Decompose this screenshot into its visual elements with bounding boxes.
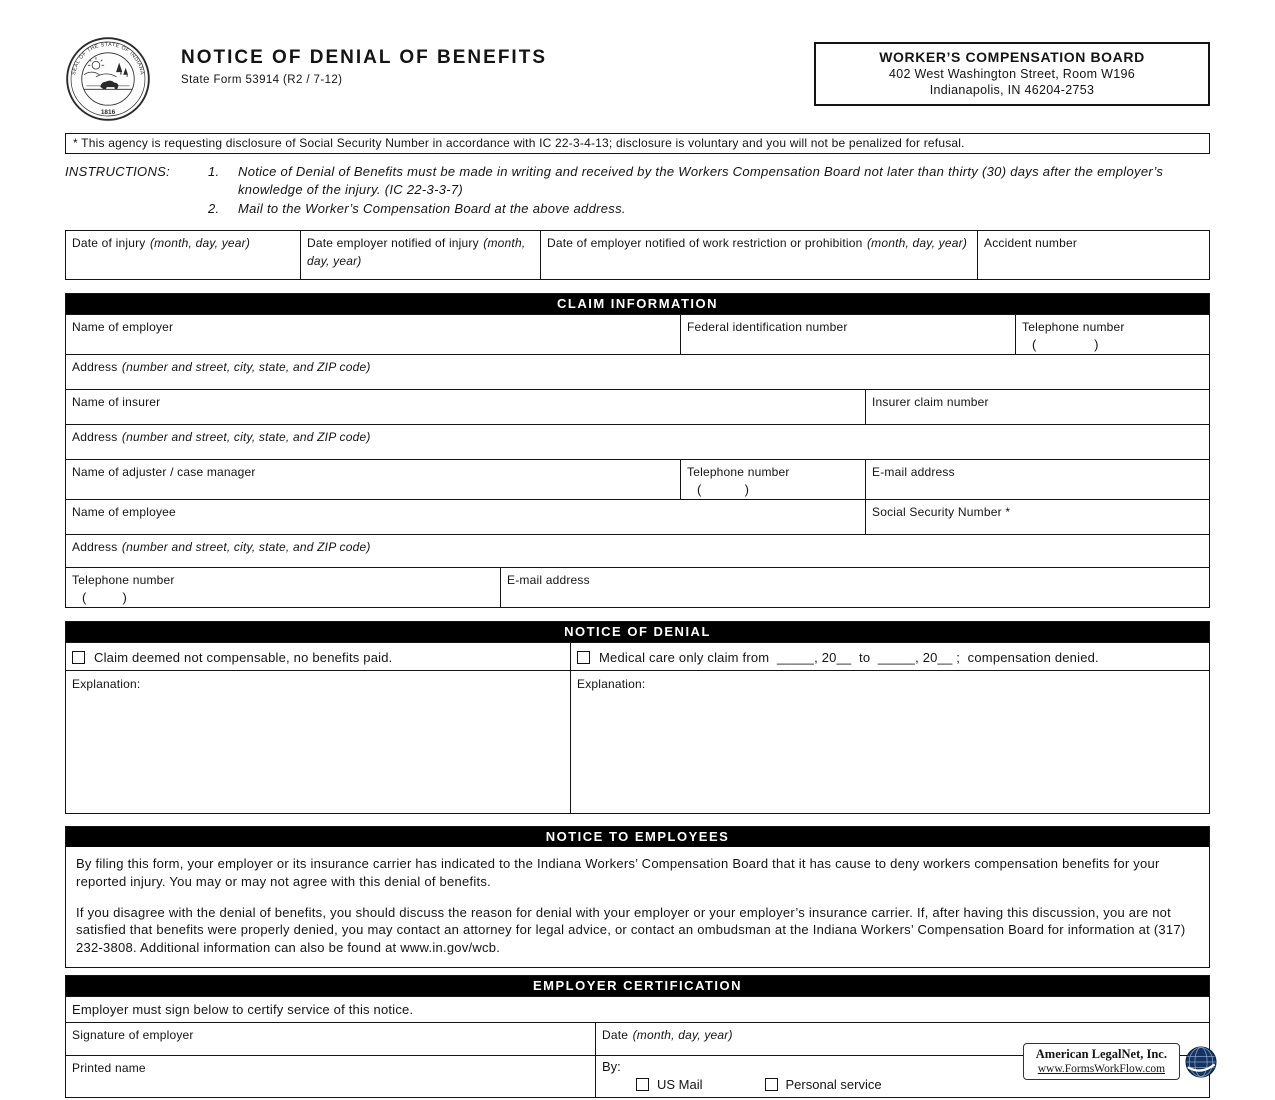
form-header: [65, 34, 1210, 122]
claim-row-insurer: [66, 389, 1209, 424]
vendor-footer: [1023, 1043, 1217, 1080]
notice-of-denial-section: [65, 621, 1210, 814]
field-accident-number[interactable]: [978, 231, 1209, 279]
indiana-state-seal: [65, 36, 151, 122]
instruction-text: Notice of Denial of Benefits must be made in writing and received by the Workers Compensation Board not later than thirty (30) days after the employer’s knowledge of the injury. (IC 22-3-3-7): [238, 164, 1164, 198]
claim-information-section: [65, 293, 1210, 608]
field-label: Social Security Number *: [872, 505, 1011, 520]
board-address-line2: Indianapolis, IN 46204-2753: [929, 83, 1095, 97]
claim-row-employee-address: [66, 534, 1209, 567]
field-telephone-employer[interactable]: [1016, 315, 1209, 354]
field-label: Insurer claim number: [872, 395, 989, 410]
claim-row-employer: [66, 314, 1209, 354]
instruction-item-2: [208, 200, 1210, 218]
field-label: Name of employer: [72, 320, 174, 335]
field-date-employer-notified[interactable]: [301, 231, 541, 279]
field-hint: (month, day, year): [866, 236, 968, 251]
notice-to-employees-section: [65, 826, 1210, 967]
certification-note-row: [66, 996, 1209, 1022]
indiana-state-seal-graphic: [65, 36, 151, 122]
field-label: Explanation:: [72, 677, 141, 692]
field-label: Date employer notified of injury: [307, 236, 479, 251]
option-claim-not-compensable[interactable]: [66, 643, 571, 670]
seal-year: 1816: [100, 108, 116, 116]
globe-icon-graphic: [1185, 1046, 1217, 1078]
field-email-adjuster[interactable]: [866, 460, 1209, 499]
form-number: State Form 53914 (R2 / 7-12): [181, 74, 343, 86]
field-name-of-employee[interactable]: [66, 500, 866, 534]
claim-row-employer-address: [66, 354, 1209, 389]
field-name-of-employer[interactable]: [66, 315, 681, 354]
field-label: Signature of employer: [72, 1027, 194, 1042]
field-label: Date of employer notified of work restriction or prohibition: [547, 236, 863, 251]
field-federal-identification-number[interactable]: [681, 315, 1016, 354]
board-address-box: [814, 42, 1210, 106]
field-date-of-injury[interactable]: [66, 231, 301, 279]
claim-row-insurer-address: [66, 424, 1209, 459]
denial-explanation-row: [66, 670, 1209, 813]
field-social-security-number[interactable]: [866, 500, 1209, 534]
field-hint: (month, day, year): [307, 236, 526, 269]
employer-certification-header: EMPLOYER CERTIFICATION: [66, 976, 1209, 996]
board-address-line1: 402 West Washington Street, Room W196: [889, 67, 1135, 81]
globe-icon: [1185, 1046, 1217, 1078]
field-hint: (number and street, city, state, and ZIP code): [121, 430, 371, 445]
field-label: Name of insurer: [72, 395, 161, 410]
field-telephone-adjuster[interactable]: [681, 460, 866, 499]
notice-of-denial-header: NOTICE OF DENIAL: [66, 622, 1209, 642]
field-name-of-adjuster[interactable]: [66, 460, 681, 499]
field-label: E-mail address: [872, 465, 955, 480]
claim-row-adjuster: [66, 459, 1209, 499]
field-employer-address[interactable]: [66, 355, 1209, 389]
injury-dates-table: [65, 230, 1210, 280]
field-hint: (month, day, year): [632, 1027, 733, 1042]
claim-row-employee: [66, 499, 1209, 534]
field-label: E-mail address: [507, 573, 590, 588]
telephone-blank: ( ): [1032, 337, 1099, 353]
instructions-items: [208, 163, 1210, 218]
option-label: Personal service: [785, 1076, 882, 1092]
field-date-work-restriction[interactable]: [541, 231, 978, 279]
ssn-disclosure-note: * This agency is requesting disclosure of Social Security Number in accordance with IC 22-3-4-13; disclosure is voluntary and you will not be penalized for refusal.: [65, 133, 1210, 154]
field-label: Federal identification number: [687, 320, 848, 335]
option-us-mail[interactable]: [636, 1077, 703, 1092]
field-label: Address: [72, 540, 118, 555]
checkbox-medical-only-icon[interactable]: [577, 651, 590, 664]
field-label: Telephone number: [687, 465, 790, 480]
option-label: US Mail: [657, 1076, 703, 1092]
instruction-text: Mail to the Worker’s Compensation Board at the above address.: [238, 200, 626, 216]
field-printed-name[interactable]: [66, 1056, 596, 1097]
field-label: Name of employee: [72, 505, 176, 520]
vendor-website-link[interactable]: www.FormsWorkFlow.com: [1037, 1063, 1166, 1075]
certification-note: Employer must sign below to certify service of this notice.: [72, 1001, 414, 1017]
telephone-blank: ( ): [82, 590, 127, 606]
field-name-of-insurer[interactable]: [66, 390, 866, 424]
field-insurer-claim-number[interactable]: [866, 390, 1209, 424]
notice-to-employees-body: [66, 847, 1209, 966]
field-telephone-employee[interactable]: [66, 568, 501, 607]
field-label: Address: [72, 430, 118, 445]
board-name: WORKER’S COMPENSATION BOARD: [879, 49, 1145, 65]
instruction-number: 2.: [208, 200, 220, 216]
field-hint: (number and street, city, state, and ZIP code): [121, 360, 371, 375]
instructions-block: [65, 163, 1210, 218]
claim-row-employee-contact: [66, 567, 1209, 607]
vendor-box: [1023, 1043, 1180, 1080]
denial-options-row: [66, 642, 1209, 670]
field-hint: (number and street, city, state, and ZIP code): [121, 540, 371, 555]
field-label: Accident number: [984, 236, 1078, 251]
field-signature-of-employer[interactable]: [66, 1023, 596, 1055]
field-label: Telephone number: [72, 573, 175, 588]
seal-rim-text: SEAL OF THE STATE OF INDIANA: [71, 41, 145, 76]
field-label: Telephone number: [1022, 320, 1125, 335]
form-title: NOTICE OF DENIAL OF BENEFITS: [181, 47, 547, 68]
instructions-label: INSTRUCTIONS:: [65, 164, 171, 179]
option-label: Medical care only claim from _____, 20__ to _____, 20__ ; compensation denied.: [599, 649, 1099, 665]
option-personal-service[interactable]: [765, 1077, 882, 1092]
notice-to-employees-header: NOTICE TO EMPLOYEES: [66, 827, 1209, 847]
instruction-number: 1.: [208, 164, 220, 179]
field-explanation-right[interactable]: [571, 671, 1209, 813]
field-label: Address: [72, 360, 118, 375]
instruction-item-1: [208, 163, 1210, 200]
field-employee-address[interactable]: [66, 535, 1209, 567]
field-explanation-left[interactable]: [66, 671, 571, 813]
vendor-name: American LegalNet, Inc.: [1035, 1047, 1167, 1061]
field-label: Name of adjuster / case manager: [72, 465, 256, 480]
by-label: By:: [602, 1058, 621, 1074]
field-email-employee[interactable]: [501, 568, 1209, 607]
checkbox-not-compensable-icon[interactable]: [72, 651, 85, 664]
field-label: Explanation:: [577, 677, 646, 692]
checkbox-personal-service-icon[interactable]: [765, 1078, 778, 1091]
field-label: Date: [602, 1027, 629, 1042]
telephone-blank: ( ): [697, 482, 749, 498]
field-label: Date of injury: [72, 236, 146, 251]
notice-paragraph-2: If you disagree with the denial of benefits, you should discuss the reason for denial with your employer or your employer’s insurance carrier. If, after having this discussion, you are not satisfied that benefits were properly denied, you may contact an attorney for legal advice, or contact an ombudsman at the Indiana Workers’ Compensation Board for information at (317) 232-3808. Additional information can also be found at www.in.gov/wcb.: [76, 904, 1186, 956]
title-block: [181, 34, 547, 86]
notice-paragraph-1: By filing this form, your employer or its insurance carrier has indicated to the Indiana Workers’ Compensation Board that it has cause to deny workers compensation benefits for your reported injury. You may or may not agree with this denial of benefits.: [76, 856, 1160, 890]
option-label: Claim deemed not compensable, no benefits paid.: [94, 649, 393, 665]
checkbox-us-mail-icon[interactable]: [636, 1078, 649, 1091]
field-label: Printed name: [72, 1060, 146, 1075]
field-insurer-address[interactable]: [66, 425, 1209, 459]
field-hint: (month, day, year): [149, 236, 251, 251]
claim-information-header: CLAIM INFORMATION: [66, 294, 1209, 314]
option-medical-care-only[interactable]: [571, 643, 1209, 670]
